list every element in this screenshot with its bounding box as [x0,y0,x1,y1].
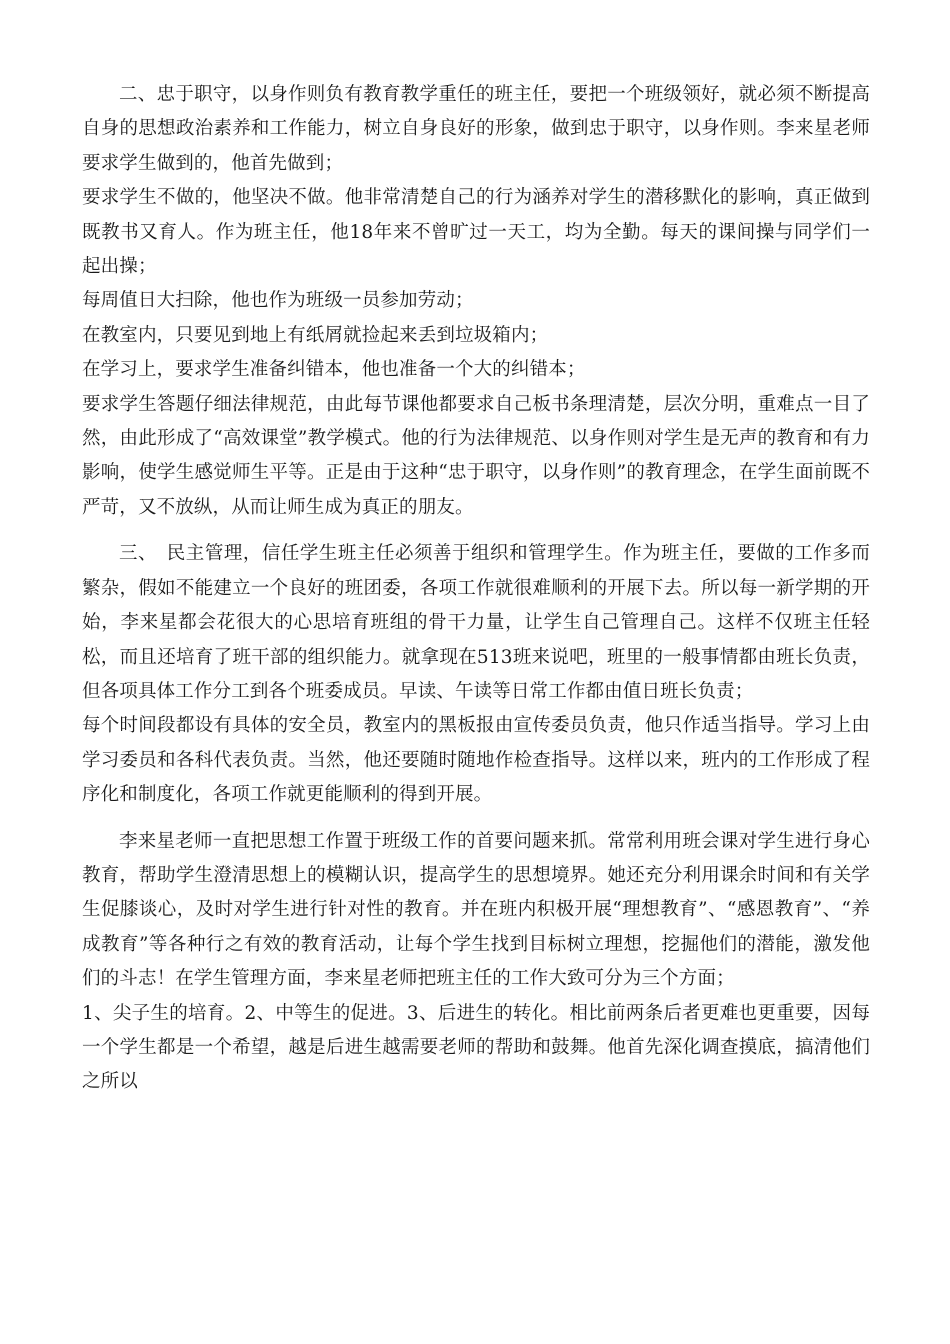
paragraph-efficient-classroom: 要求学生答题仔细法律规范，由此每节课他都要求自己板书条理清楚，层次分明，重难点一目了然，由此形成了“高效课堂”教学模式。他的行为法律规范、以身作则对学生是无声的教育和有力影响，使学生感觉师生平等。正是由于这种“忠于职守，以身作则”的教育理念，在学生面前既不严苛，又不放纵，从而让师生成为真正的朋友。 [82,393,870,518]
document-body [82,78,870,1100]
paragraph-error-notebook: 在学习上，要求学生准备纠错本，他也准备一个大的纠错本； [82,359,586,381]
paragraph-refuse-not-do: 要求学生不做的，他坚决不做。他非常清楚自己的行为涵养对学生的潜移默化的影响，真正做到既教书又育人。作为班主任，他18年来不曾旷过一天工，均为全勤。每天的课间操与同学们一起出操； [82,187,870,278]
paragraph-section-three: 三、 民主管理，信任学生班主任必须善于组织和管理学生。作为班主任，要做的工作多而繁杂，假如不能建立一个良好的班团委，各项工作就很难顺利的开展下去。所以每一新学期的开始，李来星都会花很大的心思培育班组的骨干力量，让学生自己管理自己。这样不仅班主任轻松，而且还培育了班干部的组织能力。就拿现在513班来说吧，班里的一般事情都由班长负责，但各项具体工作分工到各个班委成员。早读、午读等日常工作都由值日班长负责； [82,543,870,702]
paragraph-ideological-work: 李来星老师一直把思想工作置于班级工作的首要问题来抓。常常利用班会课对学生进行身心教育，帮助学生澄清思想上的模糊认识，提高学生的思想境界。她还充分利用课余时间和有关学生促膝谈心，及时对学生进行针对性的教育。并在班内积极开展“理想教育”、“感恩教育”、“养成教育”等各种行之有效的教育活动，让每个学生找到目标树立理想，挖掘他们的潜能，激发他们的斗志！在学生管理方面，李来星老师把班主任的工作大致可分为三个方面； [82,830,870,990]
paragraph-three-aspects: 1、尖子生的培育。2、中等生的促进。3、后进生的转化。相比前两条后者更难也更重要，因每一个学生都是一个希望，越是后进生越需要老师的帮助和鼓舞。他首先深化调查摸底，搞清他们之所以 [82,1002,870,1093]
paragraph-weekly-cleaning: 每周值日大扫除，他也作为班级一员参加劳动； [82,290,474,312]
paragraph-section-two: 二、忠于职守，以身作则负有教育教学重任的班主任，要把一个班级领好，就必须不断提高自身的思想政治素养和工作能力，树立自身良好的形象，做到忠于职守，以身作则。李来星老师要求学生做到的，他首先做到； [82,84,870,174]
paragraph-safety-officer: 每个时间段都设有具体的安全员，教室内的黑板报由宣传委员负责，他只作适当指导。学习上由学习委员和各科代表负责。当然，他还要随时随地作检查指导。这样以来，班内的工作形成了程序化和制度化，各项工作就更能顺利的得到开展。 [82,715,870,806]
paragraph-classroom-litter: 在教室内，只要见到地上有纸屑就捡起来丢到垃圾箱内； [82,324,549,346]
